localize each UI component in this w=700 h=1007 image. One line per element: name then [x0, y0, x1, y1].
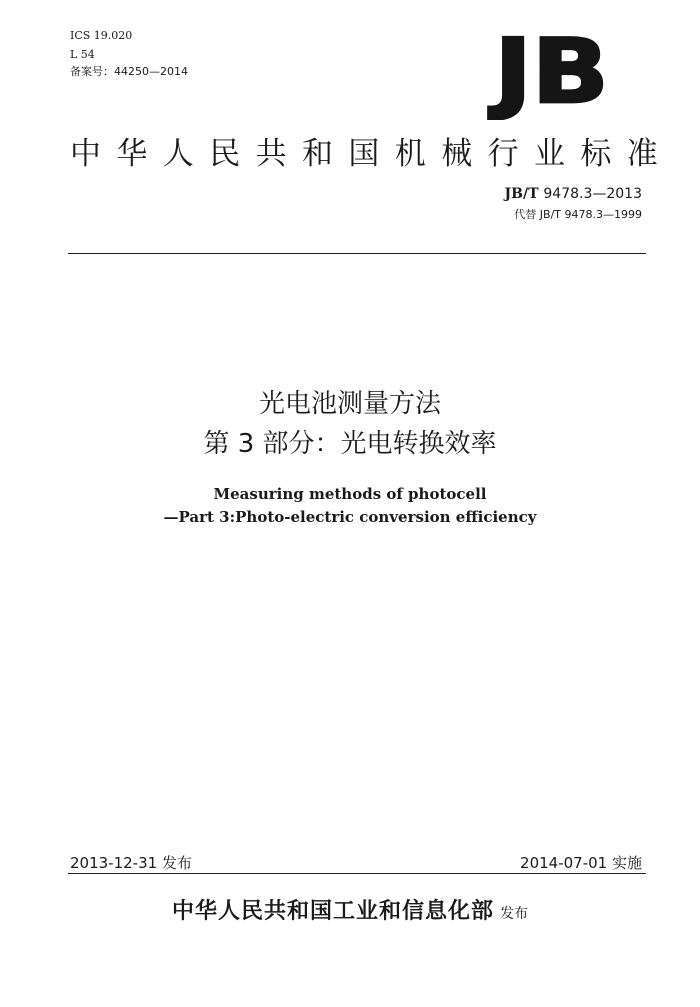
bottom-divider	[68, 873, 646, 874]
jb-logo	[478, 30, 618, 120]
top-divider	[68, 253, 646, 254]
replaces-standard: 代替 JB/T 9478.3—1999	[514, 208, 642, 221]
issuer-organization: 中华人民共和国工业和信息化部	[171, 899, 494, 924]
standard-number	[442, 186, 642, 202]
ics-code: ICS 19.020	[70, 29, 133, 42]
implementation-date: 2014-07-01 实施	[520, 854, 642, 872]
issue-date: 2013-12-31 发布	[70, 854, 192, 872]
title-en-line1: Measuring methods of photocell	[213, 485, 487, 503]
standard-code: JB/T	[504, 186, 539, 202]
record-number: 备案号：44250—2014	[70, 65, 188, 78]
title-cn-line2: 第 3 部分：光电转换效率	[203, 429, 497, 459]
standard-number-value: 9478.3—2013	[543, 186, 642, 202]
jb-logo-text: JB	[494, 30, 609, 120]
title-en-line2: —Part 3:Photo-electric conversion efficiency	[163, 508, 537, 526]
issuer	[0, 894, 700, 925]
title-cn-line1: 光电池测量方法	[258, 389, 441, 419]
ccs-code: L 54	[70, 48, 95, 61]
issuer-action: 发布	[500, 906, 528, 922]
organization-title: 中华人民共和国机械行业标准	[70, 136, 674, 172]
